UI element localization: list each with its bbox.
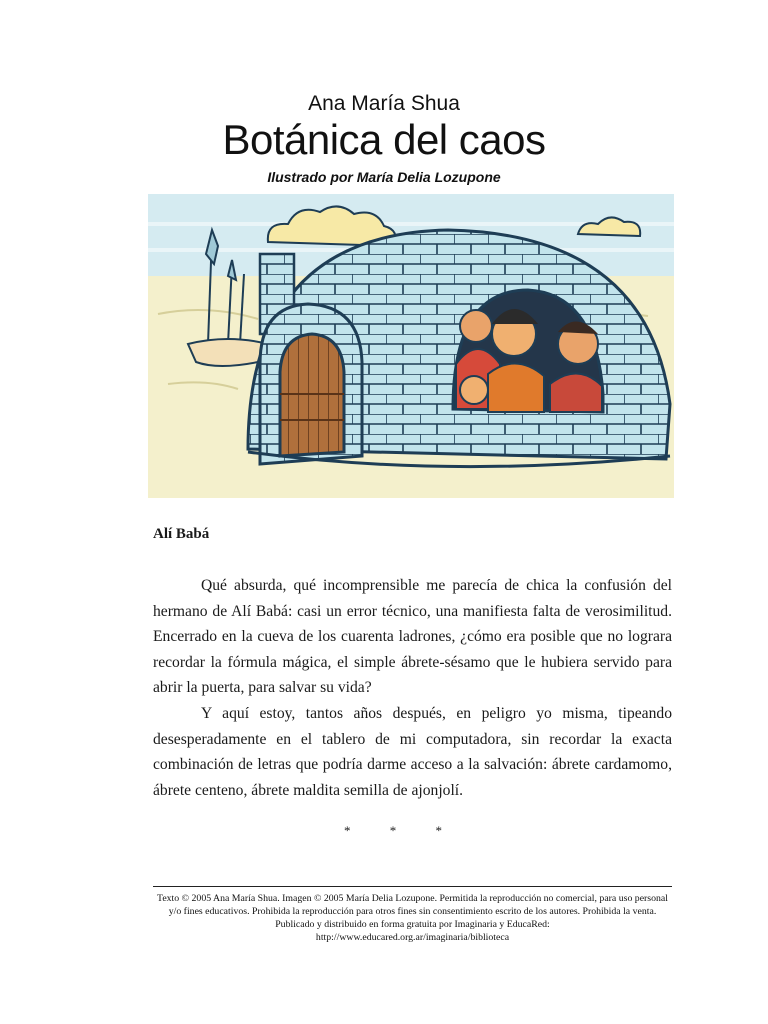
footer-rule bbox=[153, 886, 672, 887]
body-text bbox=[153, 573, 672, 803]
section-separator: * * * bbox=[344, 823, 460, 838]
author-name: Ana María Shua bbox=[308, 92, 460, 115]
copyright-footer bbox=[153, 892, 672, 944]
paragraph: Y aquí estoy, tantos años después, en peligro yo misma, tipeando desesperadamente en el tablero de mi computadora, sin recordar la exacta combinación de letras que podría darme acceso a la salvación: ábrete cardamomo, ábrete centeno, ábrete maldita semilla de ajonjolí. bbox=[153, 704, 672, 799]
section-heading: Alí Babá bbox=[153, 526, 210, 542]
copyright-text: Texto © 2005 Ana María Shua. Imagen © 2005 María Delia Lozupone. Permitida la reproducción no comercial, para uso personal y/o fines educativos. Prohibida la reproducción para otros fines sin consentimiento escrito de los autores. Prohibida la venta. Publicado y distribuido en forma gratuita por Imaginaria y EducaRed: bbox=[157, 893, 668, 930]
footer-url[interactable]: http://www.educared.org.ar/imaginaria/biblioteca bbox=[315, 932, 510, 943]
paragraph: Qué absurda, qué incomprensible me parecía de chica la confusión del hermano de Alí Babá: casi un error técnico, una manifiesta falta de verosimilitud. Encerrado en la cueva de los cuarenta ladrones, ¿cómo era posible que no lograra recordar la fórmula mágica, el simple ábrete-sésamo que le hubiera servido para abrir la puerta, para salvar su vida? bbox=[153, 577, 672, 697]
book-title: Botánica del caos bbox=[222, 116, 546, 163]
igloo-illustration bbox=[148, 194, 674, 498]
illustrator-credit: Ilustrado por María Delia Lozupone bbox=[267, 169, 501, 185]
